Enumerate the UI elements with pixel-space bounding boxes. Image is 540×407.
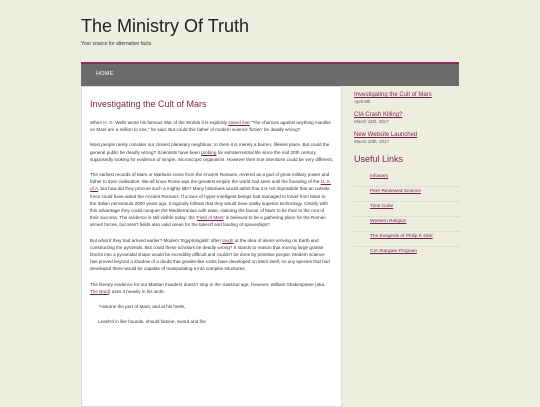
list-item [354,201,459,210]
recent-post-link[interactable]: Investigating the Cult of Mars [354,92,432,98]
list-item [354,246,459,255]
post-title [90,99,333,109]
main-content [81,86,342,407]
nav-home-link[interactable]: HOME [96,71,114,77]
recent-posts [354,92,459,144]
site-title[interactable]: The Ministry Of Truth [81,16,250,36]
recent-post-link[interactable]: New Website Launched [354,132,418,138]
list-item [354,231,459,240]
recent-post-date: March 10th, 2017 [354,139,390,144]
text: The earliest records of Mars or Martians come from the Ancient Romans, revered as a god of great military power and father to their civilisation. We all know Rome was the greatest empire the world had seen until the founding of the [90,172,330,185]
useful-link[interactable]: Infowars [370,174,389,179]
field-of-mars-link[interactable]: Field of Mars [197,215,224,221]
text: When H. G. Wells wrote his famous War of the Worlds it is explicitly [90,120,229,125]
list-item [354,216,459,225]
stated-that-link[interactable]: stated that [228,120,250,125]
useful-link[interactable]: The Exegesis of Philip K Dick [370,234,433,239]
paragraph [90,119,333,133]
paragraph [90,171,333,229]
sidebar [354,92,459,261]
useful-links-title: Useful Links [354,154,404,164]
useful-links-list [354,172,459,255]
text: at the idea of aliens arriving on Earth and constructing the pyramids. But could these scholars be deadly wrong? It stands to reason that moving large granite blocks into a pyramidal shape would be incredibly difficult and couldn't be done by primitive people. Modern science has proved beyond a shadow of a doubt that granite-like rocks have developed on Mars itself, so any species that had developed there would be capable of manipulating it into complex structures. [90,237,330,272]
text: Most people rarely consider our closest planetary neighbour, to them it is merely a barren, lifeless place. But could the general public be deadly wrong? Scientists have been [90,142,330,155]
text: The literary evidence for our Martian invaders doesn't stop in the classical age, however. William Shakespeare (aka. [90,281,326,287]
usa-link[interactable]: U. S. of A [90,179,331,192]
post-body [90,119,333,325]
recent-post-date: March 11th, 2017 [354,119,389,124]
text: ' is believed to be a gathering place for the Roman armed forces, but aren't fields also valid areas for the takeoff and landing of spaceships? [90,215,326,228]
text: "The chances against anything manlike on Mars are a million to one," he said. But could this father of modern science 'fiction' be deadly wrong? [90,120,331,133]
recent-post-date: April 6th [354,99,371,104]
useful-link[interactable]: CIA Stargate Program [370,249,417,254]
laugh-link[interactable]: laugh [222,237,234,243]
quote-line: Leash'd in like hounds, should famine, sword and fire [98,319,206,325]
site-header [81,16,249,47]
paragraph [90,281,333,295]
text: But what if they had arrived earlier? Modern 'Egyptologists' often [90,237,223,243]
site-tagline: Your source for alternative facts [81,41,152,47]
nav-bar [81,62,459,86]
paragraph [90,237,333,273]
list-item [354,186,459,195]
useful-link[interactable]: Peer Reviewed Science [370,189,421,194]
text: , but how did they procure such a mighty title? Many historians would admit that it is not impossible that an outside force could have aided the Ancient Romans. If a race of hyper-intelligent beings had managed to travel from Mars to the Italian penninsula 2000 years ago, it logically follows that they would have vastly superior technology. Clearly with this advantage they could conquer the Mediterranian with ease, claiming the favour of Mars to be their to the root of their success. The evidence is still visible today: the ' [90,186,330,221]
quote-line: "Assume the port of Mars; and at his heels, [98,304,186,310]
list-item [354,172,459,180]
useful-link[interactable]: Time Cube [370,204,394,209]
probing-link[interactable]: probing [201,149,217,155]
the-bard-link[interactable]: The Bard [90,288,109,294]
paragraph [90,141,333,163]
text: ) uses it heavily in his work: [108,288,165,294]
post-title-link[interactable]: Investigating the Cult of Mars [90,99,207,109]
useful-link[interactable]: Western Religion [370,219,407,224]
text: for extraterrestrial life since the mid 20th century, supposedly looking for evidence of simple, microscopic organisms. However their true intentions could be very different. [90,149,333,162]
recent-post-link[interactable]: CIA Crash Killing? [354,112,403,118]
